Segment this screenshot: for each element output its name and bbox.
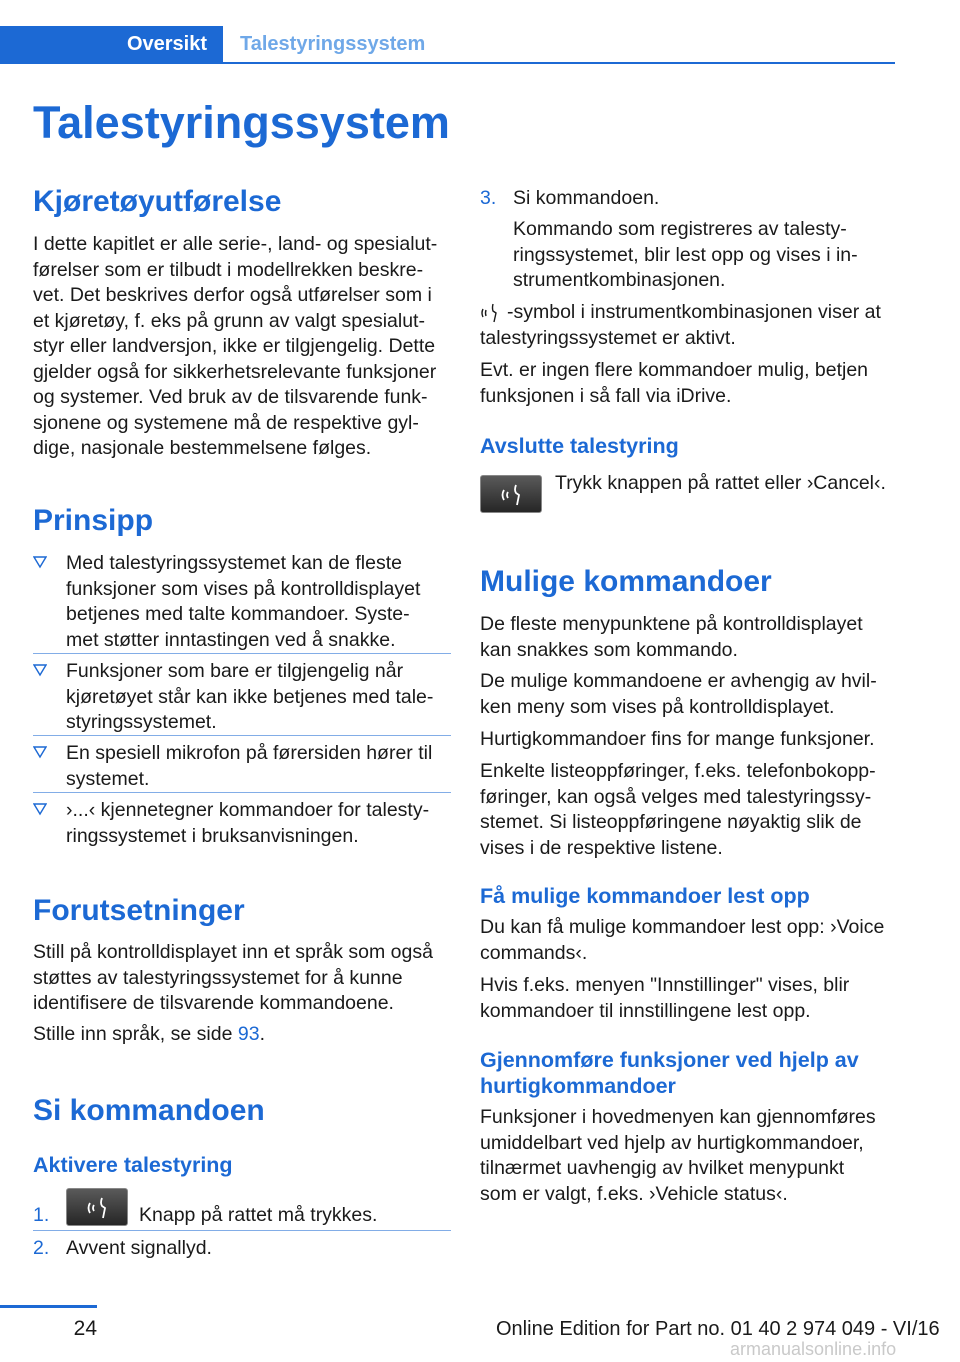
tab-talestyringssystem[interactable]: Talestyringssystem xyxy=(240,33,426,55)
text-line: ringssystemet, blir lest opp og vises i in‐ xyxy=(513,243,858,266)
bullet-triangle-icon xyxy=(33,661,47,679)
kjoretoy-paragraph xyxy=(33,232,451,462)
symbol-note xyxy=(480,300,898,351)
text-line: vises i de respektive listene. xyxy=(480,836,723,859)
mulige-p4 xyxy=(480,759,898,861)
heading-line: Gjennomføre funksjoner ved hjelp av xyxy=(480,1048,859,1072)
divider xyxy=(33,653,451,654)
text-line: gjelder også for sikkerhetsrelevante funksjoner xyxy=(33,360,437,383)
text-line: som er valgt, f.eks. ›Vehicle status‹. xyxy=(480,1182,788,1205)
footer-line xyxy=(0,1305,97,1308)
heading-line: hurtigkommandoer xyxy=(480,1074,676,1098)
text-line: og systemer. Ved bruk av de tilsvarende funk‐ xyxy=(33,386,428,408)
text-line: talestyringssystemet er aktivt. xyxy=(480,326,736,349)
text-line: Si kommandoen. xyxy=(513,187,660,209)
step-description xyxy=(513,217,898,294)
text-line: De fleste menypunktene på kontrolldisplayet xyxy=(480,613,863,635)
step-number: 1. xyxy=(33,1204,50,1226)
text-line: Evt. er ingen flere kommandoer mulig, betjen xyxy=(480,359,869,381)
step-1 xyxy=(33,1203,451,1233)
text-line: identifisere de tilsvarende kommandoene. xyxy=(33,992,394,1014)
subheading-avslutte xyxy=(480,433,898,459)
text-line: Still på kontrolldisplayet inn et språk som også xyxy=(33,941,433,963)
text-line: -symbol i instrumentkombinasjonen viser at xyxy=(507,301,881,323)
page-title: Talestyringssystem xyxy=(33,97,450,148)
text-line: styr eller landversjon, ikke er tilgjengelig. Dette xyxy=(33,335,436,357)
step-text xyxy=(513,186,898,212)
text-line: Funksjoner i hovedmenyen kan gjennomføres xyxy=(480,1106,876,1128)
bullet-triangle-icon xyxy=(33,743,47,761)
step-number: 2. xyxy=(33,1237,50,1259)
avslutte-text: Trykk knappen på rattet eller ›Cancel‹. xyxy=(555,472,886,494)
text-line: met støtter inntastingen ved å snakke. xyxy=(66,628,396,651)
text-line: ›...‹ kjennetegner kommandoer for talesty‐ xyxy=(66,799,430,821)
section-heading: Kjøretøyutførelse xyxy=(33,185,282,218)
text-line: ringssystemet i bruksanvisningen. xyxy=(66,824,359,847)
text-line: styringssystemet. xyxy=(66,711,217,733)
watermark: armanualsonline.info xyxy=(730,1339,897,1359)
text-line: En spesiell mikrofon på førersiden hører til xyxy=(66,742,433,764)
text-line: Funksjoner som bare er tilgjengelig når xyxy=(66,660,404,682)
tab-oversikt[interactable]: Oversikt xyxy=(0,26,223,62)
text-line: kommandoer til innstillingene lest opp. xyxy=(480,999,811,1022)
text-line: støttes av talestyringssystemet for å kunne xyxy=(33,966,403,989)
text-line: tilnærmet uavhengig av hvilket menypunkt xyxy=(480,1157,845,1179)
mulige-p1 xyxy=(480,612,898,663)
voice-symbol-icon xyxy=(480,302,502,329)
step-text: Knapp på rattet må trykkes. xyxy=(139,1204,378,1226)
text-line: føringer, kan også velges med talestyringssy‐ xyxy=(480,785,872,808)
subsection-heading: Få mulige kommandoer lest opp xyxy=(480,884,810,908)
text-line: Kommando som registreres av talesty‐ xyxy=(513,218,847,240)
text-line: commands‹. xyxy=(480,941,588,964)
avslutte-row xyxy=(480,472,898,515)
page-link[interactable]: 93 xyxy=(237,1023,260,1045)
bullet-triangle-icon xyxy=(33,800,47,818)
step-text: Avvent signallyd. xyxy=(66,1237,212,1259)
text-line: Enkelte listeoppføringer, f.eks. telefonbokopp‐ xyxy=(480,760,876,782)
subheading-lest-opp xyxy=(480,883,898,909)
reference-text: Stille inn språk, se side xyxy=(33,1023,238,1045)
section-heading: Mulige kommandoer xyxy=(480,565,772,598)
text-line: Hurtigkommandoer fins for mange funksjoner. xyxy=(480,728,875,750)
lest-opp-p1 xyxy=(480,915,898,966)
text-line: betjenes med talte kommandoer. Syste‐ xyxy=(66,603,410,625)
header-tab-bar xyxy=(0,26,895,64)
section-heading: Prinsipp xyxy=(33,504,154,537)
voice-button-icon xyxy=(66,1188,128,1226)
text-line: stemet. Si listeoppføringene nøyaktig slik de xyxy=(480,811,862,833)
divider xyxy=(33,1230,451,1231)
text-line: I dette kapitlet er alle serie-, land- og spesialut‐ xyxy=(33,233,438,255)
lest-opp-p2 xyxy=(480,973,898,1024)
text-line: Hvis f.eks. menyen "Innstillinger" vises, blir xyxy=(480,974,850,996)
text-line: førelser som er tilbudt i modellrekken beskre‐ xyxy=(33,258,424,281)
voice-button-icon xyxy=(480,475,542,513)
section-si-kommandoen xyxy=(33,1093,451,1129)
subheading-hurtig xyxy=(480,1047,898,1099)
reference-end: . xyxy=(259,1023,265,1045)
text-line: kan snakkes som kommando. xyxy=(480,638,738,661)
section-mulige-kommandoer xyxy=(480,564,898,600)
text-line: Du kan få mulige kommandoer lest opp: ›Voice xyxy=(480,916,885,938)
divider xyxy=(33,792,451,793)
text-line: systemet. xyxy=(66,767,150,790)
mulige-p2 xyxy=(480,669,898,720)
subsection-heading: Avslutte talestyring xyxy=(480,434,679,458)
text-line: kjøretøyet står kan ikke betjenes med tale‐ xyxy=(66,685,434,708)
evt-paragraph xyxy=(480,358,898,409)
section-heading: Forutsetninger xyxy=(33,894,245,927)
text-line: strumentkombinasjonen. xyxy=(513,269,726,291)
text-line: funksjonen i så fall via iDrive. xyxy=(480,384,732,407)
text-line: sjonene og systemene må de respektive gyl‐ xyxy=(33,411,419,434)
subsection-heading: Aktivere talestyring xyxy=(33,1153,233,1177)
page-number: 24 xyxy=(73,1317,97,1340)
text-line: De mulige kommandoene er avhengig av hvil‐ xyxy=(480,670,877,692)
mulige-p3 xyxy=(480,727,898,753)
step-number: 3. xyxy=(480,187,497,209)
text-line: funksjoner som vises på kontrolldisplayet xyxy=(66,577,421,600)
edition-text: Online Edition for Part no. 01 40 2 974 049 - VI/16 xyxy=(496,1318,940,1340)
section-kjoretoyutforelse xyxy=(33,184,451,220)
section-prinsipp xyxy=(33,503,451,539)
divider xyxy=(33,735,451,736)
text-line: et kjøretøy, f. eks på grunn av valgt spesialut‐ xyxy=(33,309,425,332)
language-reference xyxy=(33,1022,451,1048)
text-line: dige, nasjonale bestemmelsene følges. xyxy=(33,437,372,459)
text-line: vet. Det beskrives derfor også utførelser som i xyxy=(33,284,432,306)
text-line: ken meny som vises på kontrolldisplayet. xyxy=(480,695,835,718)
text-line: umiddelbart ved hjelp av hurtigkommandoer, xyxy=(480,1131,864,1154)
hurtig-p1 xyxy=(480,1105,898,1207)
subheading-aktivere xyxy=(33,1152,451,1178)
text-line: Med talestyringssystemet kan de fleste xyxy=(66,552,402,574)
section-forutsetninger xyxy=(33,893,451,929)
subsection-heading xyxy=(480,1047,898,1099)
section-heading: Si kommandoen xyxy=(33,1094,265,1127)
bullet-triangle-icon xyxy=(33,553,47,571)
forutsetninger-paragraph xyxy=(33,940,451,1017)
